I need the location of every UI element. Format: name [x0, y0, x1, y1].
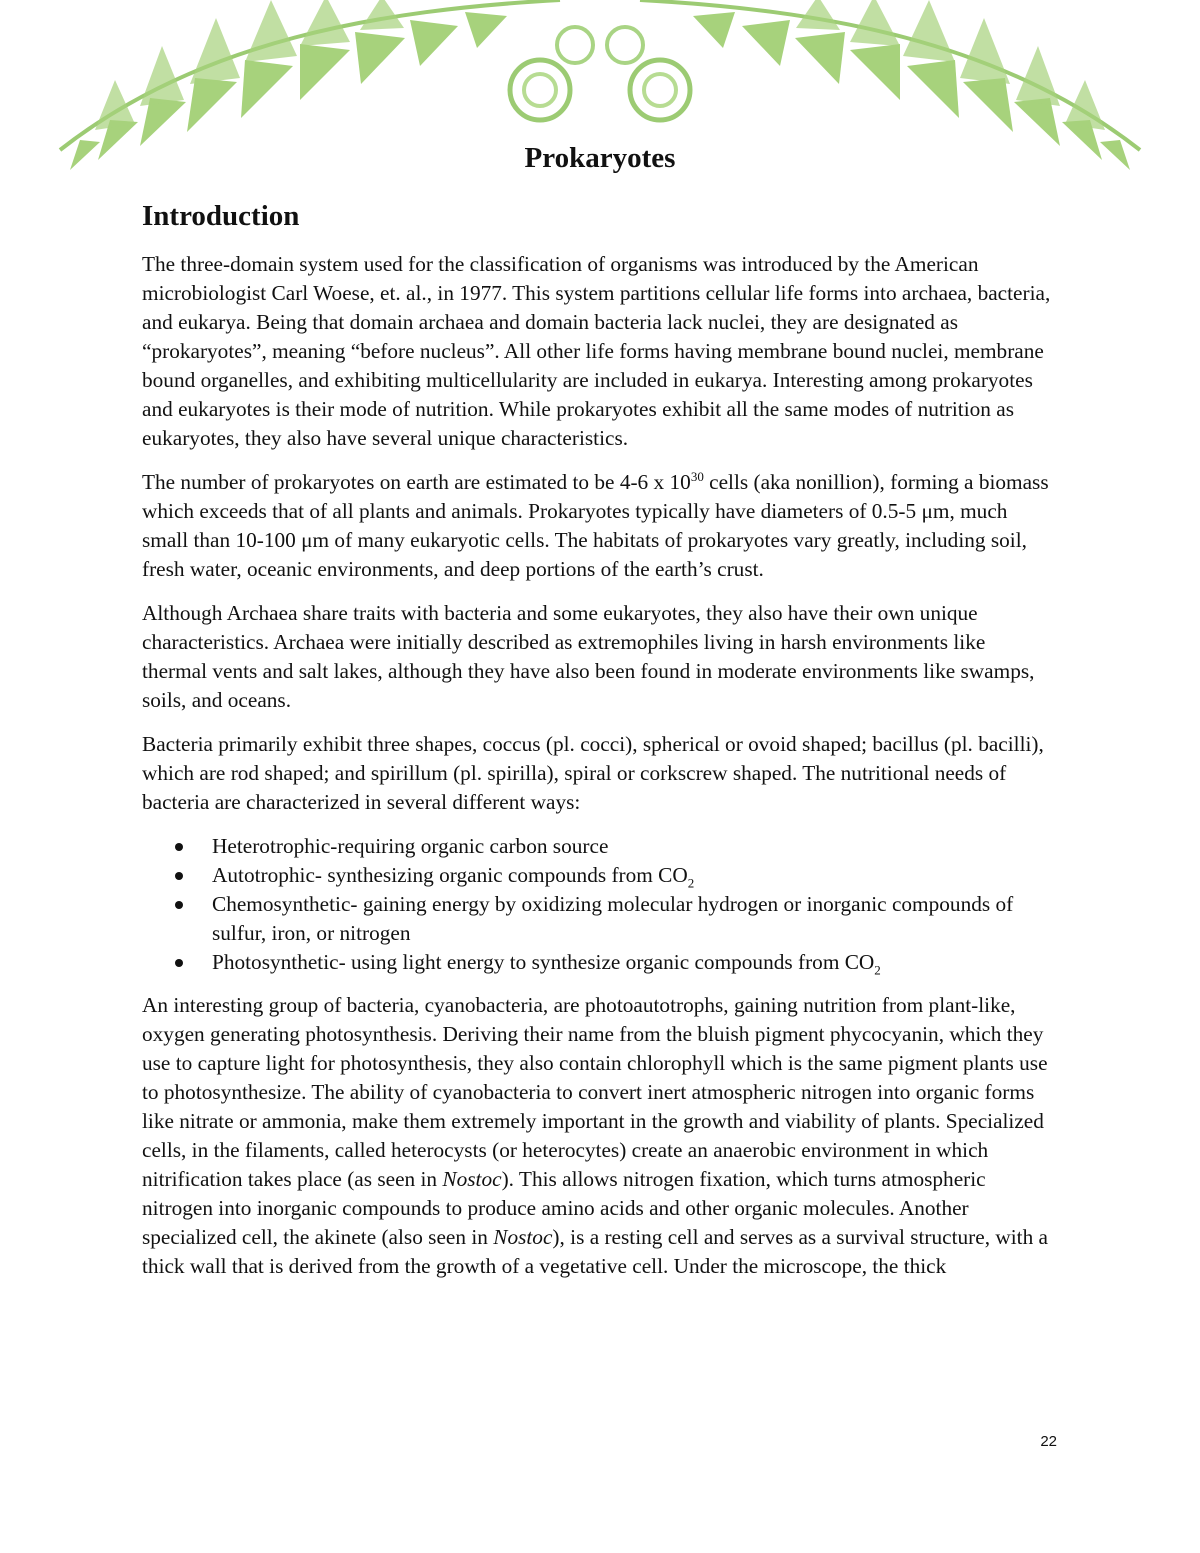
- paragraph-archaea: Although Archaea share traits with bacteria and some eukaryotes, they also have their own unique characteristics. Archaea were initially described as extremophiles living in harsh environments like thermal vents and salt lakes, although they have also been found in moderate environments like swamps, soils, and oceans.: [142, 601, 1035, 712]
- bullet-icon: [175, 901, 183, 909]
- p5-text-b: ). This allows nitrogen fixation, which turns atmospheric nitrogen into inorganic compounds to produce amino acids and other organic molecules. Another specialized cell, the akinete (also seen in: [142, 1167, 986, 1249]
- list-item: [212, 832, 1054, 861]
- paragraph-bacteria-shapes: Bacteria primarily exhibit three shapes, coccus (pl. cocci), spherical or ovoid shaped; bacillus (pl. bacilli), which are rod shaped; and spirillum (pl. spirilla), spiral or corkscrew shaped. The nutritional needs of bacteria are characterized in several different ways:: [142, 732, 1044, 814]
- bullet-icon: [175, 959, 183, 967]
- subscript: 2: [687, 875, 695, 891]
- p5-text-a: An interesting group of bacteria, cyanobacteria, are photoautotrophs, gaining nutrition from plant-like, oxygen generating photosynthesis. Deriving their name from the bluish pigment phycocyanin, which they use to capture light for photosynthesis, they also contain chlorophyll which is the same pigment plants use to photosynthesize. The ability of cyanobacteria to convert inert atmospheric nitrogen into organic forms like nitrate or ammonia, make them extremely important in the growth and viability of plants. Specialized cells, in the filaments, called heterocysts (or heterocytes) create an anaerobic environment in which nitrification takes place (as seen in: [142, 993, 1048, 1191]
- p2-superscript: 30: [690, 468, 704, 484]
- list-item-text: Chemosynthetic- gaining energy by oxidizing molecular hydrogen or inorganic compounds of sulfur, iron, or nitrogen: [212, 892, 1014, 945]
- p5-text-c: ), is a resting cell and serves as a survival structure, with a thick wall that is derived from the growth of a vegetative cell. Under the microscope, the thick: [142, 1225, 1049, 1278]
- bullet-icon: [175, 872, 183, 880]
- italic-genus: Nostoc: [493, 1225, 553, 1249]
- list-item-text: Autotrophic- synthesizing organic compounds from CO: [212, 863, 688, 887]
- paragraph-intro: The three-domain system used for the classification of organisms was introduced by the American microbiologist Carl Woese, et. al., in 1977. This system partitions cellular life forms into archaea, bacteria, and eukarya. Being that domain archaea and domain bacteria lack nuclei, they are designated as “prokaryotes”, meaning “before nucleus”. All other life forms having membrane bound nuclei, membrane bound organelles, and exhibiting multicellularity are included in eukarya. Interesting among prokaryotes and eukaryotes is their mode of nutrition. While prokaryotes exhibit all the same modes of nutrition as eukaryotes, they also have several unique characteristics.: [142, 252, 1051, 450]
- paragraph-prokaryote-count: [142, 468, 1054, 584]
- list-item-text: Photosynthetic- using light energy to synthesize organic compounds from CO: [212, 950, 875, 974]
- section-heading: Introduction: [142, 200, 300, 232]
- list-item: [212, 890, 1054, 948]
- subscript: 2: [874, 962, 881, 978]
- bullet-icon: [175, 843, 183, 851]
- page-title: Prokaryotes: [524, 142, 676, 174]
- italic-genus: Nostoc: [442, 1167, 502, 1191]
- nutrition-list: [142, 832, 1054, 977]
- list-item: [212, 861, 1054, 890]
- paragraph-cyanobacteria: [142, 991, 1054, 1281]
- document-body: [142, 196, 1054, 1296]
- page-number: 22: [1040, 1433, 1057, 1450]
- p2-text-b: cells (aka nonillion), forming a biomass which exceeds that of all plants and animals. Prokaryotes typically have diameters of 0.5-5 μm, much small than 10-100 μm of many eukaryotic cells. The habitats of prokaryotes vary greatly, including soil, fresh water, oceanic environments, and deep portions of the earth’s crust.: [142, 470, 1049, 581]
- list-item-text: Heterotrophic-requiring organic carbon source: [212, 834, 609, 858]
- list-item: [212, 948, 1054, 977]
- p2-text-a: The number of prokaryotes on earth are estimated to be 4-6 x 10: [142, 470, 691, 494]
